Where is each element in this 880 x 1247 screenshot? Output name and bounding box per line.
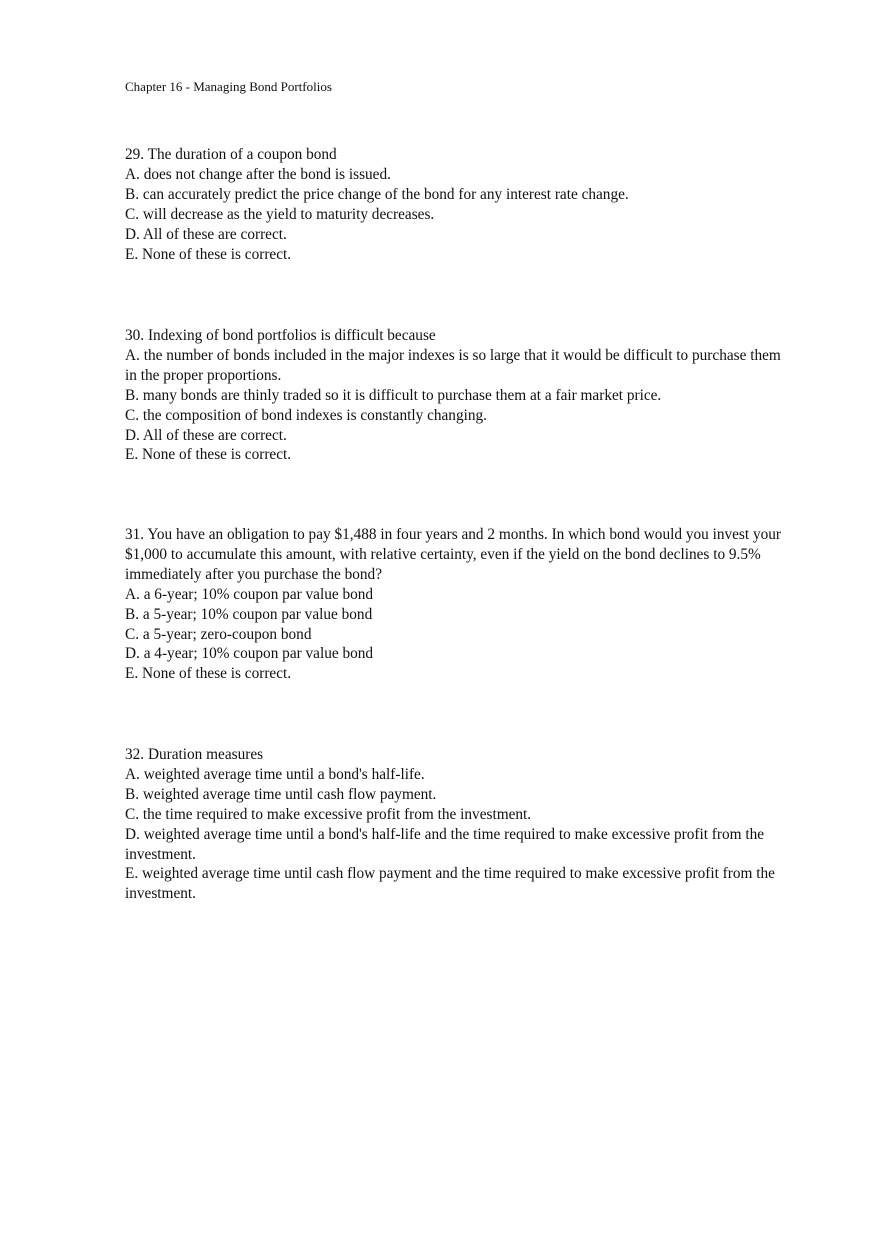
- option-d: D. All of these are correct.: [125, 225, 287, 243]
- option-a: A. a 6-year; 10% coupon par value bond: [125, 585, 374, 603]
- option-e: E. weighted average time until cash flow payment and the time required to make excessive profit from the investment.: [125, 865, 775, 903]
- option-b: B. can accurately predict the price change of the bond for any interest rate change.: [125, 185, 629, 203]
- option-c: C. the composition of bond indexes is constantly changing.: [125, 406, 487, 424]
- option-d: D. a 4-year; 10% coupon par value bond: [125, 645, 374, 663]
- question-29: [125, 145, 785, 264]
- option-b: B. weighted average time until cash flow payment.: [125, 785, 437, 803]
- option-c: C. will decrease as the yield to maturity decreases.: [125, 205, 435, 223]
- option-b: B. many bonds are thinly traded so it is difficult to purchase them at a fair market price.: [125, 386, 662, 404]
- option-e: E. None of these is correct.: [125, 245, 292, 263]
- option-c: C. the time required to make excessive profit from the investment.: [125, 805, 532, 823]
- question-stem: 32. Duration measures: [125, 746, 264, 763]
- page-header: Chapter 16 - Managing Bond Portfolios: [125, 79, 332, 94]
- option-a: A. the number of bonds included in the major indexes is so large that it would be difficult to purchase them in the proper proportions.: [125, 346, 781, 384]
- option-d: D. weighted average time until a bond's half-life and the time required to make excessive profit from the investment.: [125, 825, 765, 863]
- option-e: E. None of these is correct.: [125, 446, 292, 464]
- question-stem: 31. You have an obligation to pay $1,488 in four years and 2 months. In which bond would you invest your $1,000 to accumulate this amount, with relative certainty, even if the yield on the bond declines to 9.5% immediately after you purchase the bond?: [125, 526, 781, 583]
- option-e: E. None of these is correct.: [125, 665, 292, 683]
- question-stem: 30. Indexing of bond portfolios is difficult because: [125, 327, 436, 344]
- question-31: [125, 525, 785, 684]
- question-stem: 29. The duration of a coupon bond: [125, 146, 337, 163]
- option-c: C. a 5-year; zero-coupon bond: [125, 625, 312, 643]
- option-b: B. a 5-year; 10% coupon par value bond: [125, 605, 373, 623]
- option-a: A. does not change after the bond is issued.: [125, 165, 391, 183]
- option-a: A. weighted average time until a bond's half-life.: [125, 765, 425, 783]
- question-32: [125, 745, 785, 904]
- option-d: D. All of these are correct.: [125, 426, 287, 444]
- question-30: [125, 326, 785, 465]
